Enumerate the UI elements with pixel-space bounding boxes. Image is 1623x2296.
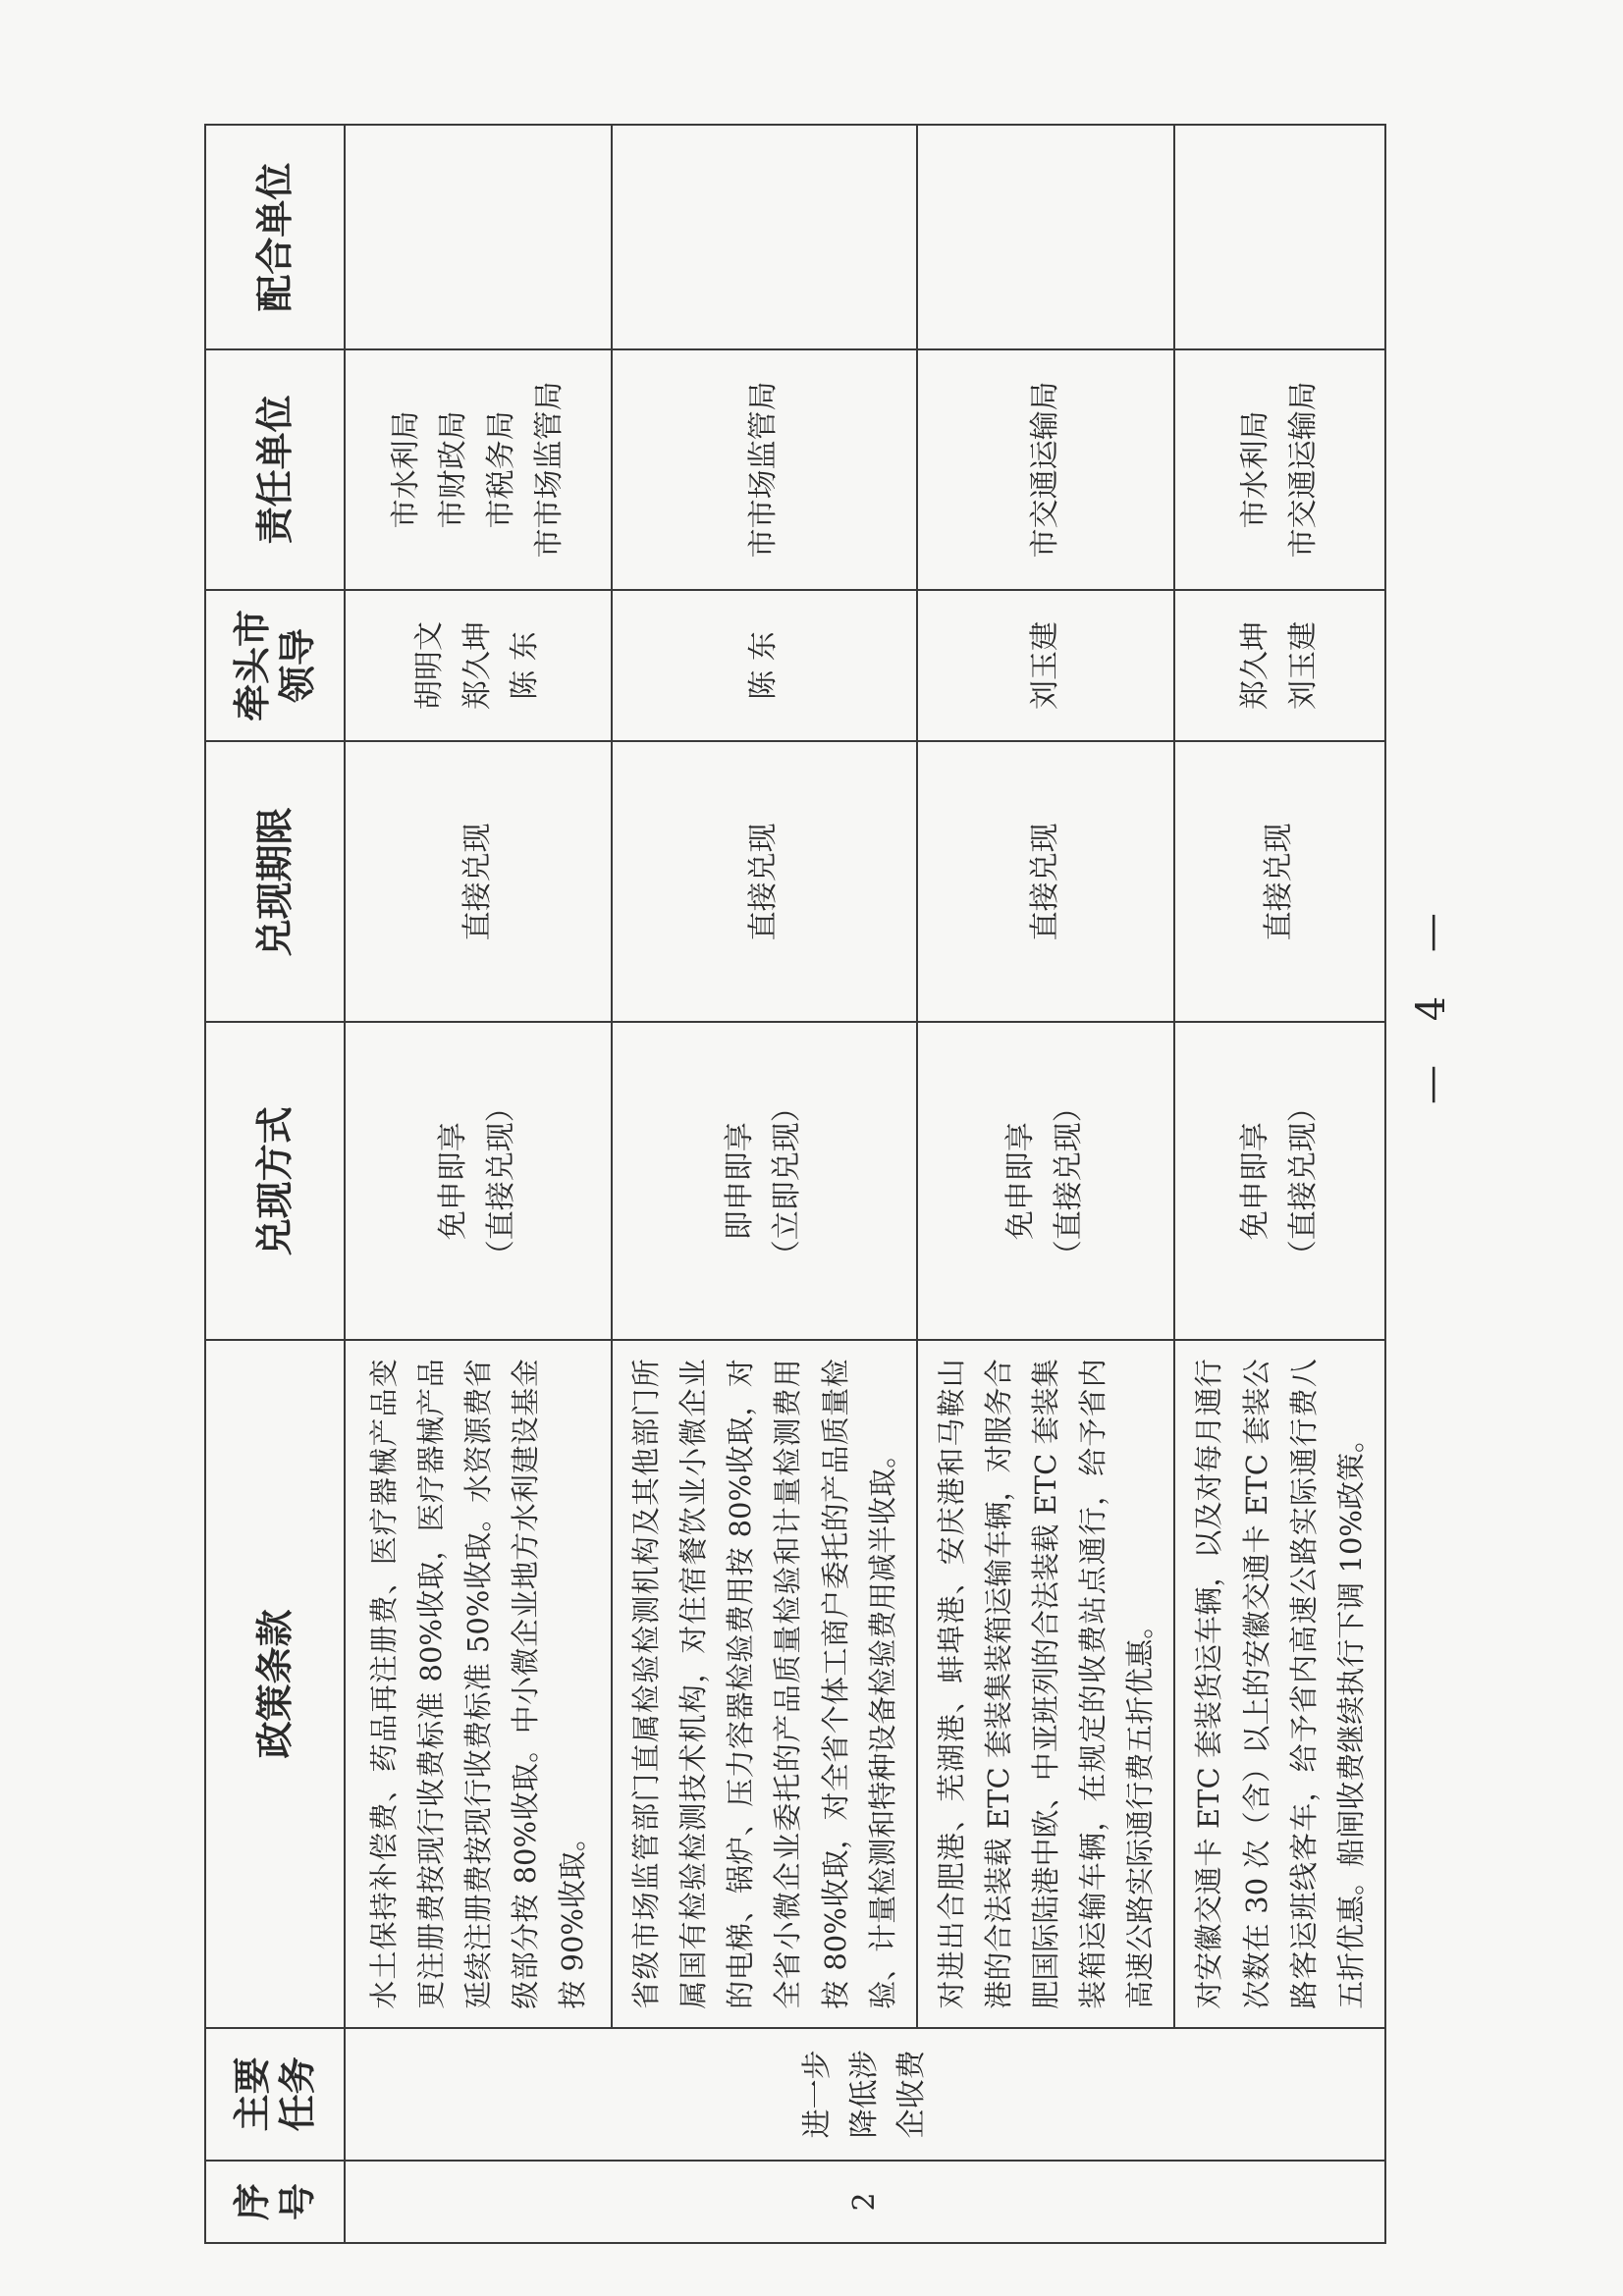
- rotated-table-container: [204, 124, 1368, 2244]
- table-row: [612, 125, 917, 2243]
- task-cell: 进一步降低涉企收费: [345, 2028, 1385, 2161]
- responsible-cell: 市水利局 市交通运输局: [1174, 349, 1385, 589]
- header-coop: 配合单位: [205, 125, 345, 349]
- header-leader: 牵头市领导: [205, 590, 345, 742]
- leader-cell: 刘玉建: [917, 590, 1175, 742]
- header-task: 主要任务: [205, 2028, 345, 2161]
- deadline-cell: 直接兑现: [612, 741, 917, 1022]
- table-row: [1174, 125, 1385, 2243]
- coop-cell: [917, 125, 1175, 349]
- seq-cell: 2: [345, 2161, 1385, 2243]
- table-header-row: [205, 125, 345, 2243]
- policy-table: [204, 124, 1386, 2244]
- header-seq: 序号: [205, 2161, 345, 2243]
- page-number: — 4 —: [1409, 897, 1454, 1104]
- deadline-cell: 直接兑现: [917, 741, 1175, 1022]
- header-clause: 政策条款: [205, 1340, 345, 2027]
- clause-cell: 对进出合肥港、芜湖港、蚌埠港、安庆港和马鞍山港的合法装载 ETC 套装集装箱运输车辆，对服务合肥国际陆港中欧、中亚班列的合法装载 ETC 套装集装箱运输车辆，在规定的收费站点通行，给予省内高速公路实际通行费五折优惠。: [917, 1340, 1175, 2027]
- leader-cell: 陈 东: [612, 590, 917, 742]
- deadline-cell: 直接兑现: [1174, 741, 1385, 1022]
- coop-cell: [1174, 125, 1385, 349]
- method-cell: 免申即享 （直接兑现）: [1174, 1022, 1385, 1340]
- responsible-cell: 市市场监管局: [612, 349, 917, 589]
- header-deadline: 兑现期限: [205, 741, 345, 1022]
- coop-cell: [345, 125, 612, 349]
- method-cell: 免申即享 （直接兑现）: [917, 1022, 1175, 1340]
- header-responsible: 责任单位: [205, 349, 345, 589]
- header-method: 兑现方式: [205, 1022, 345, 1340]
- clause-cell: 对安徽交通卡 ETC 套装货运车辆，以及对每月通行次数在 30 次（含）以上的安徽交通卡 ETC 套装公路客运班线客车，给予省内高速公路实际通行费八五折优惠。船闸收费继续执行下调 10%政策。: [1174, 1340, 1385, 2027]
- table-row: [917, 125, 1175, 2243]
- method-cell: 免申即享 （直接兑现）: [345, 1022, 612, 1340]
- clause-cell: 省级市场监管部门直属检验检测机构及其他部门所属国有检验检测技术机构，对住宿餐饮业小微企业的电梯、锅炉、压力容器检验费用按 80%收取，对全省小微企业委托的产品质量检验和计量检测费用按 80%收取，对全省个体工商户委托的产品质量检验、计量检测和特种设备检验费用减半收取。: [612, 1340, 917, 2027]
- leader-cell: 郑久坤 刘玉建: [1174, 590, 1385, 742]
- leader-cell: 胡明文 郑久坤 陈 东: [345, 590, 612, 742]
- clause-cell: 水土保持补偿费、药品再注册费、医疗器械产品变更注册费按现行收费标准 80%收取，医疗器械产品延续注册费按现行收费标准 50%收取。水资源费省级部分按 80%收取。中小微企业地方水利建设基金按 90%收取。: [345, 1340, 612, 2027]
- table-row: [345, 125, 612, 2243]
- deadline-cell: 直接兑现: [345, 741, 612, 1022]
- coop-cell: [612, 125, 917, 349]
- method-cell: 即申即享 （立即兑现）: [612, 1022, 917, 1340]
- responsible-cell: 市水利局 市财政局 市税务局 市市场监管局: [345, 349, 612, 589]
- responsible-cell: 市交通运输局: [917, 349, 1175, 589]
